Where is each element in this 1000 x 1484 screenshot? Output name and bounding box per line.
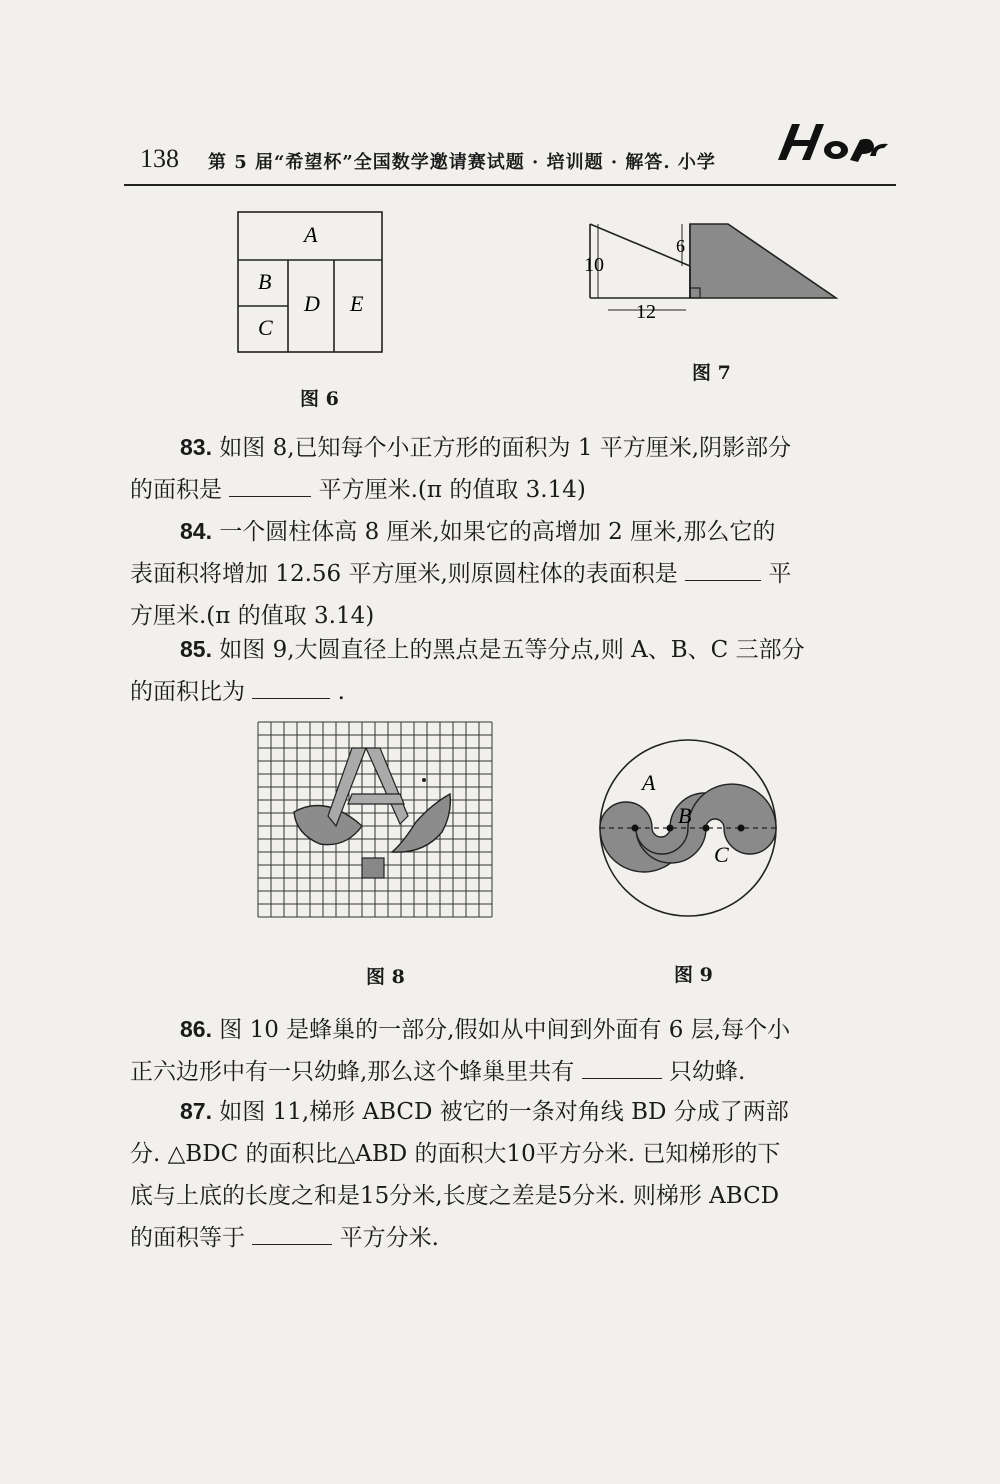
figure-9 [596, 736, 780, 920]
question-number: 83. [180, 434, 212, 460]
question-text: 分. △BDC 的面积比△ABD 的面积大10平方分米. 已知梯形的下 [130, 1141, 781, 1167]
question-text: 平方厘米.(π 的值取 3.14) [318, 477, 586, 503]
question-text: 平方分米. [339, 1225, 439, 1251]
answer-blank[interactable] [582, 1054, 662, 1079]
publisher-logo [770, 118, 890, 179]
question-text: 平 [768, 561, 792, 587]
question-text: 表面积将增加 12.56 平方厘米,则原圆柱体的表面积是 [130, 561, 678, 587]
fig6-label-e: E [350, 291, 364, 316]
question-84 [130, 510, 900, 637]
question-text: 的面积等于 [130, 1225, 245, 1251]
page-header [130, 140, 900, 190]
question-text: 一个圆柱体高 8 厘米,如果它的高增加 2 厘米,那么它的 [219, 519, 776, 545]
question-text: 如图 11,梯形 ABCD 被它的一条对角线 BD 分成了两部 [219, 1099, 789, 1125]
question-text: 只幼蜂. [668, 1059, 746, 1085]
fig6-label-b: B [258, 269, 272, 294]
figure-7 [578, 214, 846, 324]
question-text: 如图 8,已知每个小正方形的面积为 1 平方厘米,阴影部分 [219, 435, 792, 461]
header-rule [124, 184, 896, 186]
figure-7-caption: 图 7 [692, 362, 731, 384]
question-text: 图 10 是蜂巢的一部分,假如从中间到外面有 6 层,每个小 [219, 1017, 791, 1043]
answer-blank[interactable] [252, 674, 330, 699]
question-text: 方厘米.(π 的值取 3.14) [130, 603, 375, 629]
question-text: 如图 9,大圆直径上的黑点是五等分点,则 A、B、C 三部分 [219, 637, 805, 663]
question-number: 85. [180, 636, 212, 662]
fig9-label-c: C [714, 842, 729, 867]
answer-blank[interactable] [685, 556, 761, 581]
fig7-label-base: 12 [636, 301, 656, 323]
answer-blank[interactable] [252, 1220, 332, 1245]
fig9-label-a: A [642, 770, 656, 795]
running-title: 第 5 届“希望杯”全国数学邀请赛试题 · 培训题 · 解答. 小学 [208, 152, 716, 173]
answer-blank[interactable] [229, 472, 311, 497]
question-text: 正六边形中有一只幼蜂,那么这个蜂巢里共有 [130, 1059, 575, 1085]
question-text: 的面积是 [130, 477, 222, 503]
fig6-label-a: A [304, 222, 318, 247]
question-86 [130, 1008, 900, 1093]
question-number: 86. [180, 1016, 212, 1042]
question-text: 的面积比为 [130, 679, 245, 705]
figure-9-caption: 图 9 [674, 964, 713, 986]
question-text: . [337, 679, 345, 705]
figure-8 [256, 720, 496, 920]
question-number: 84. [180, 518, 212, 544]
fig9-label-b: B [678, 803, 692, 828]
fig7-label-small: 6 [676, 236, 685, 256]
fig6-label-c: C [258, 315, 273, 340]
question-number: 87. [180, 1098, 212, 1124]
question-83 [130, 426, 900, 511]
question-87 [130, 1090, 900, 1259]
figure-8-caption: 图 8 [366, 966, 405, 988]
figure-6-caption: 图 6 [300, 388, 339, 410]
figure-6 [236, 210, 386, 355]
question-85 [130, 628, 900, 713]
fig7-label-height: 10 [584, 254, 604, 276]
question-text: 底与上底的长度之和是15分米,长度之差是5分米. 则梯形 ABCD [130, 1183, 780, 1209]
page-number: 138 [140, 144, 179, 173]
fig6-label-d: D [304, 291, 320, 316]
